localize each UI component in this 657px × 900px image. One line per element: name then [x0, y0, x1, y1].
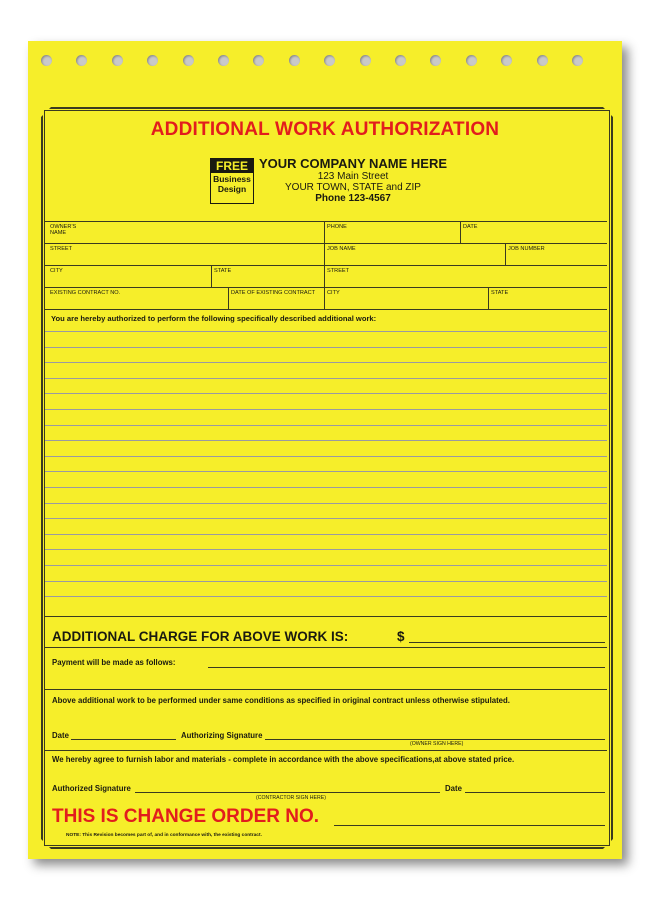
perforation-hole	[183, 55, 194, 66]
contractor-signature-line[interactable]	[135, 792, 440, 793]
perforation-hole	[501, 55, 512, 66]
city-field[interactable]: CITY	[50, 268, 63, 274]
work-line[interactable]	[45, 362, 607, 363]
authorizing-signature-label: Authorizing Signature	[181, 731, 263, 740]
owner-date-line[interactable]	[71, 739, 176, 740]
contractor-date-label: Date	[445, 784, 462, 793]
perforation-hole	[324, 55, 335, 66]
grid-divider	[228, 287, 229, 309]
dollar-sign: $	[397, 629, 405, 644]
existing-contract-no-field[interactable]: EXISTING CONTRACT NO.	[50, 290, 121, 296]
company-name: YOUR COMPANY NAME HERE	[258, 156, 448, 171]
work-line[interactable]	[45, 456, 607, 457]
work-line[interactable]	[45, 331, 607, 332]
section-divider	[45, 750, 607, 751]
work-line[interactable]	[45, 393, 607, 394]
grid-line	[45, 309, 607, 310]
perforation-hole	[112, 55, 123, 66]
work-line[interactable]	[45, 440, 607, 441]
section-divider	[45, 689, 607, 690]
section-divider	[45, 647, 607, 648]
owner-signature-line[interactable]	[265, 739, 605, 740]
form-sheet	[28, 41, 622, 859]
agree-text: We hereby agree to furnish labor and materials - complete in accordance with the above specifications,at above stated price.	[52, 755, 515, 764]
state-field[interactable]: STATE	[214, 268, 232, 274]
work-line[interactable]	[45, 471, 607, 472]
perforation-hole	[360, 55, 371, 66]
owners-name-field[interactable]: OWNER'S NAME	[50, 224, 77, 236]
work-line[interactable]	[45, 534, 607, 535]
phone-field[interactable]: PHONE	[327, 224, 347, 230]
job-name-field[interactable]: JOB NAME	[327, 246, 356, 252]
company-block	[258, 156, 448, 205]
conditions-text: Above additional work to be performed under same conditions as specified in original contract unless otherwise stipulated.	[52, 696, 510, 705]
revision-note: NOTE: This Revision becomes part of, and in conformance with, the existing contract.	[66, 833, 262, 838]
grid-line	[45, 221, 607, 222]
work-line[interactable]	[45, 347, 607, 348]
contractor-sign-here: (CONTRACTOR SIGN HERE)	[256, 795, 326, 801]
grid-line	[45, 265, 607, 266]
form-title: ADDITIONAL WORK AUTHORIZATION	[150, 119, 500, 140]
owner-date-label: Date	[52, 731, 69, 740]
job-state-field[interactable]: STATE	[491, 290, 509, 296]
charge-amount-line[interactable]	[409, 642, 605, 643]
work-line[interactable]	[45, 581, 607, 582]
grid-divider	[505, 243, 506, 265]
job-city-field[interactable]: CITY	[327, 290, 340, 296]
authorization-text: You are hereby authorized to perform the following specifically described additional work:	[51, 314, 377, 323]
work-line[interactable]	[45, 503, 607, 504]
date-field[interactable]: DATE	[463, 224, 478, 230]
authorized-signature-label: Authorized Signature	[52, 784, 131, 793]
perforation-hole	[537, 55, 548, 66]
payment-label: Payment will be made as follows:	[52, 658, 176, 667]
grid-divider	[211, 265, 212, 287]
change-order-label: THIS IS CHANGE ORDER NO.	[52, 806, 320, 827]
work-line[interactable]	[45, 425, 607, 426]
grid-line	[45, 287, 607, 288]
job-street-field[interactable]: STREET	[327, 268, 350, 274]
work-line[interactable]	[45, 596, 607, 597]
perforation-holes	[28, 55, 622, 69]
perforation-hole	[289, 55, 300, 66]
perforation-hole	[76, 55, 87, 66]
perforation-hole	[395, 55, 406, 66]
additional-charge-label: ADDITIONAL CHARGE FOR ABOVE WORK IS:	[52, 629, 349, 644]
change-order-number-line[interactable]	[334, 825, 605, 826]
street-field[interactable]: STREET	[50, 246, 73, 252]
perforation-hole	[41, 55, 52, 66]
section-divider	[45, 616, 607, 617]
work-line[interactable]	[45, 409, 607, 410]
payment-terms-line[interactable]	[208, 667, 605, 668]
perforation-hole	[466, 55, 477, 66]
contractor-date-line[interactable]	[465, 792, 605, 793]
company-street: 123 Main Street	[317, 171, 389, 182]
grid-divider	[460, 221, 461, 243]
perforation-hole	[430, 55, 441, 66]
job-number-field[interactable]: JOB NUMBER	[508, 246, 545, 252]
free-business-design-logo: FREE Business Design	[210, 158, 254, 204]
work-line[interactable]	[45, 565, 607, 566]
company-town: YOUR TOWN, STATE and ZIP	[285, 182, 421, 193]
company-phone: Phone 123-4567	[315, 193, 391, 204]
date-existing-contract-field[interactable]: DATE OF EXISTING CONTRACT	[231, 290, 316, 296]
owner-sign-here: (OWNER SIGN HERE)	[410, 741, 464, 747]
perforation-hole	[253, 55, 264, 66]
work-line[interactable]	[45, 549, 607, 550]
work-line[interactable]	[45, 487, 607, 488]
perforation-hole	[572, 55, 583, 66]
grid-divider	[488, 287, 489, 309]
perforation-hole	[147, 55, 158, 66]
work-line[interactable]	[45, 518, 607, 519]
work-line[interactable]	[45, 378, 607, 379]
perforation-hole	[218, 55, 229, 66]
grid-divider	[324, 221, 325, 309]
grid-line	[45, 243, 607, 244]
